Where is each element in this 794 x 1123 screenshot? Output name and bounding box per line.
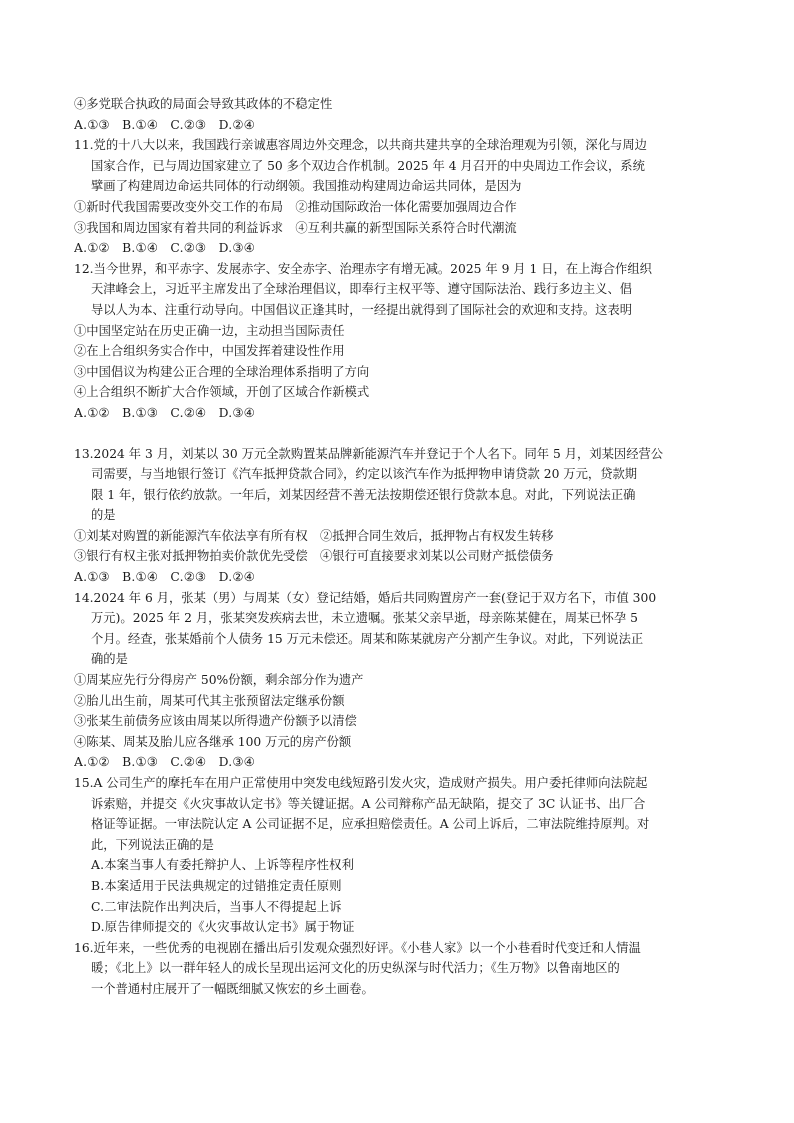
option-line: ②胎儿出生前，周某可代其主张预留法定继承份额 xyxy=(74,693,345,708)
option-line: ①刘某对购置的新能源汽车依法享有所有权 ②抵押合同生效后，抵押物占有权发生转移 xyxy=(74,528,554,543)
previous-question-tail xyxy=(74,94,724,135)
question-stem-line: 导以人为本、注重行动导向。中国倡议正逢其时，一经提出就得到了国际社会的欢迎和支持。这表明 xyxy=(91,302,633,317)
question-stem-line: 万元)。2025 年 2 月，张某突发疾病去世，未立遗嘱。张某父亲早逝，母亲陈某健在，周某已怀孕 5 xyxy=(91,611,638,626)
option-line: ③中国倡议为构建公正合理的全球治理体系指明了方向 xyxy=(74,364,370,379)
option-line: ③我国和周边国家有着共同的利益诉求 ④互利共赢的新型国际关系符合时代潮流 xyxy=(74,220,517,235)
question-stem-line: 16.近年来，一些优秀的电视剧在播出后引发观众强烈好评。《小巷人家》以一个小巷看时代变迁和人情温 xyxy=(74,940,641,955)
question-stem-line: 限 1 年，银行依约放款。一年后，刘某因经营不善无法按期偿还银行贷款本息。对此，下列说法正确 xyxy=(91,487,636,502)
answer-choice-b: B.本案适用于民法典规定的过错推定责任原则 xyxy=(91,878,342,893)
option-line: ②在上合组织务实合作中，中国发挥着建设性作用 xyxy=(74,344,345,359)
answer-choices: A.①② B.①④ C.②③ D.③④ xyxy=(74,241,255,256)
question-stem-line: 此，下列说法正确的是 xyxy=(91,837,214,852)
option-line: ④陈某、周某及胎儿应各继承 100 万元的房产份额 xyxy=(74,734,352,749)
question-stem-line: 13.2024 年 3 月，刘某以 30 万元全款购置某品牌新能源汽车并登记于个人名下。同年 5 月，刘某因经营公 xyxy=(74,446,664,461)
option-line: ④上合组织不断扩大合作领域，开创了区域合作新模式 xyxy=(74,385,370,400)
question-12 xyxy=(74,259,724,424)
question-stem-line: 14.2024 年 6 月，张某（男）与周某（女）登记结婚，婚后共同购置房产一套(登记于双方名下，市值 300 xyxy=(74,590,657,605)
question-16 xyxy=(74,938,724,1000)
question-stem-line: 擘画了构建周边命运共同体的行动纲领。我国推动构建周边命运共同体，是因为 xyxy=(91,179,522,194)
option-line: ③张某生前债务应该由周某以所得遗产份额予以清偿 xyxy=(74,714,357,729)
answer-choice-a: A.本案当事人有委托辩护人、上诉等程序性权利 xyxy=(91,858,355,873)
question-stem-line: 格证等证据。一审法院认定 A 公司证据不足，应承担赔偿责任。A 公司上诉后，二审法院维持原判。对 xyxy=(91,817,650,832)
answer-choices: A.①② B.①③ C.②④ D.③④ xyxy=(74,755,255,770)
question-stem-line: 一个普通村庄展开了一幅既细腻又恢宏的乡土画卷。 xyxy=(91,981,374,996)
question-stem-line: 司需要，与当地银行签订《汽车抵押贷款合同》，约定以该汽车作为抵押物申请贷款 20 万元，贷款期 xyxy=(91,467,638,482)
exam-page xyxy=(74,94,724,1000)
question-stem-line: 天津峰会上，习近平主席发出了全球治理倡议，即奉行主权平等、遵守国际法治、践行多边主义、倡 xyxy=(91,282,633,297)
question-stem-line: 11.党的十八大以来，我国践行亲诚惠容周边外交理念，以共商共建共享的全球治理观为引领，深化与周边 xyxy=(74,138,647,153)
option-line: ①新时代我国需要改变外交工作的布局 ②推动国际政治一体化需要加强周边合作 xyxy=(74,199,517,214)
option-line: ③银行有权主张对抵押物拍卖价款优先受偿 ④银行可直接要求刘某以公司财产抵偿债务 xyxy=(74,549,554,564)
answer-choices: A.①② B.①③ C.②④ D.③④ xyxy=(74,405,255,420)
answer-choice-c: C.二审法院作出判决后，当事人不得提起上诉 xyxy=(91,899,342,914)
answer-choice-d: D.原告律师提交的《火灾事故认定书》属于物证 xyxy=(91,920,355,935)
question-stem-line: 国家合作，已与周边国家建立了 50 多个双边合作机制。2025 年 4 月召开的中央周边工作会议，系统 xyxy=(91,158,645,173)
question-stem-line: 诉索赔，并提交《火灾事故认定书》等关键证据。A 公司辩称产品无缺陷，提交了 3C 认证书、出厂合 xyxy=(91,796,646,811)
answer-choices: A.①③ B.①④ C.②③ D.②④ xyxy=(74,117,255,132)
answer-choices: A.①③ B.①④ C.②③ D.②④ xyxy=(74,570,255,585)
question-stem-line: 个月。经查，张某婚前个人债务 15 万元未偿还。周某和陈某就房产分割产生争议。对此，下列说法正 xyxy=(91,631,644,646)
question-stem-line: 的是 xyxy=(91,508,116,523)
question-13 xyxy=(74,444,724,588)
question-stem-line: 暖；《北上》以一群年轻人的成长呈现出运河文化的历史纵深与时代活力；《生万物》以鲁南地区的 xyxy=(91,961,620,976)
question-stem-line: 确的是 xyxy=(91,652,128,667)
question-15 xyxy=(74,773,724,938)
option-line: ①中国坚定站在历史正确一边，主动担当国际责任 xyxy=(74,323,345,338)
option-line: ①周某应先行分得房产 50%份额，剩余部分作为遗产 xyxy=(74,673,364,688)
question-stem-line: 15.A 公司生产的摩托车在用户正常使用中突发电线短路引发火灾，造成财产损失。用户委托律师向法院起 xyxy=(74,776,648,790)
question-14 xyxy=(74,588,724,773)
option-line: ④多党联合执政的局面会导致其政体的不稳定性 xyxy=(74,97,333,111)
question-stem-line: 12.当今世界，和平赤字、发展赤字、安全赤字、治理赤字有增无减。2025 年 9 月 1 日，在上海合作组织 xyxy=(74,261,652,276)
question-11 xyxy=(74,135,724,259)
blank-spacer xyxy=(74,424,724,444)
